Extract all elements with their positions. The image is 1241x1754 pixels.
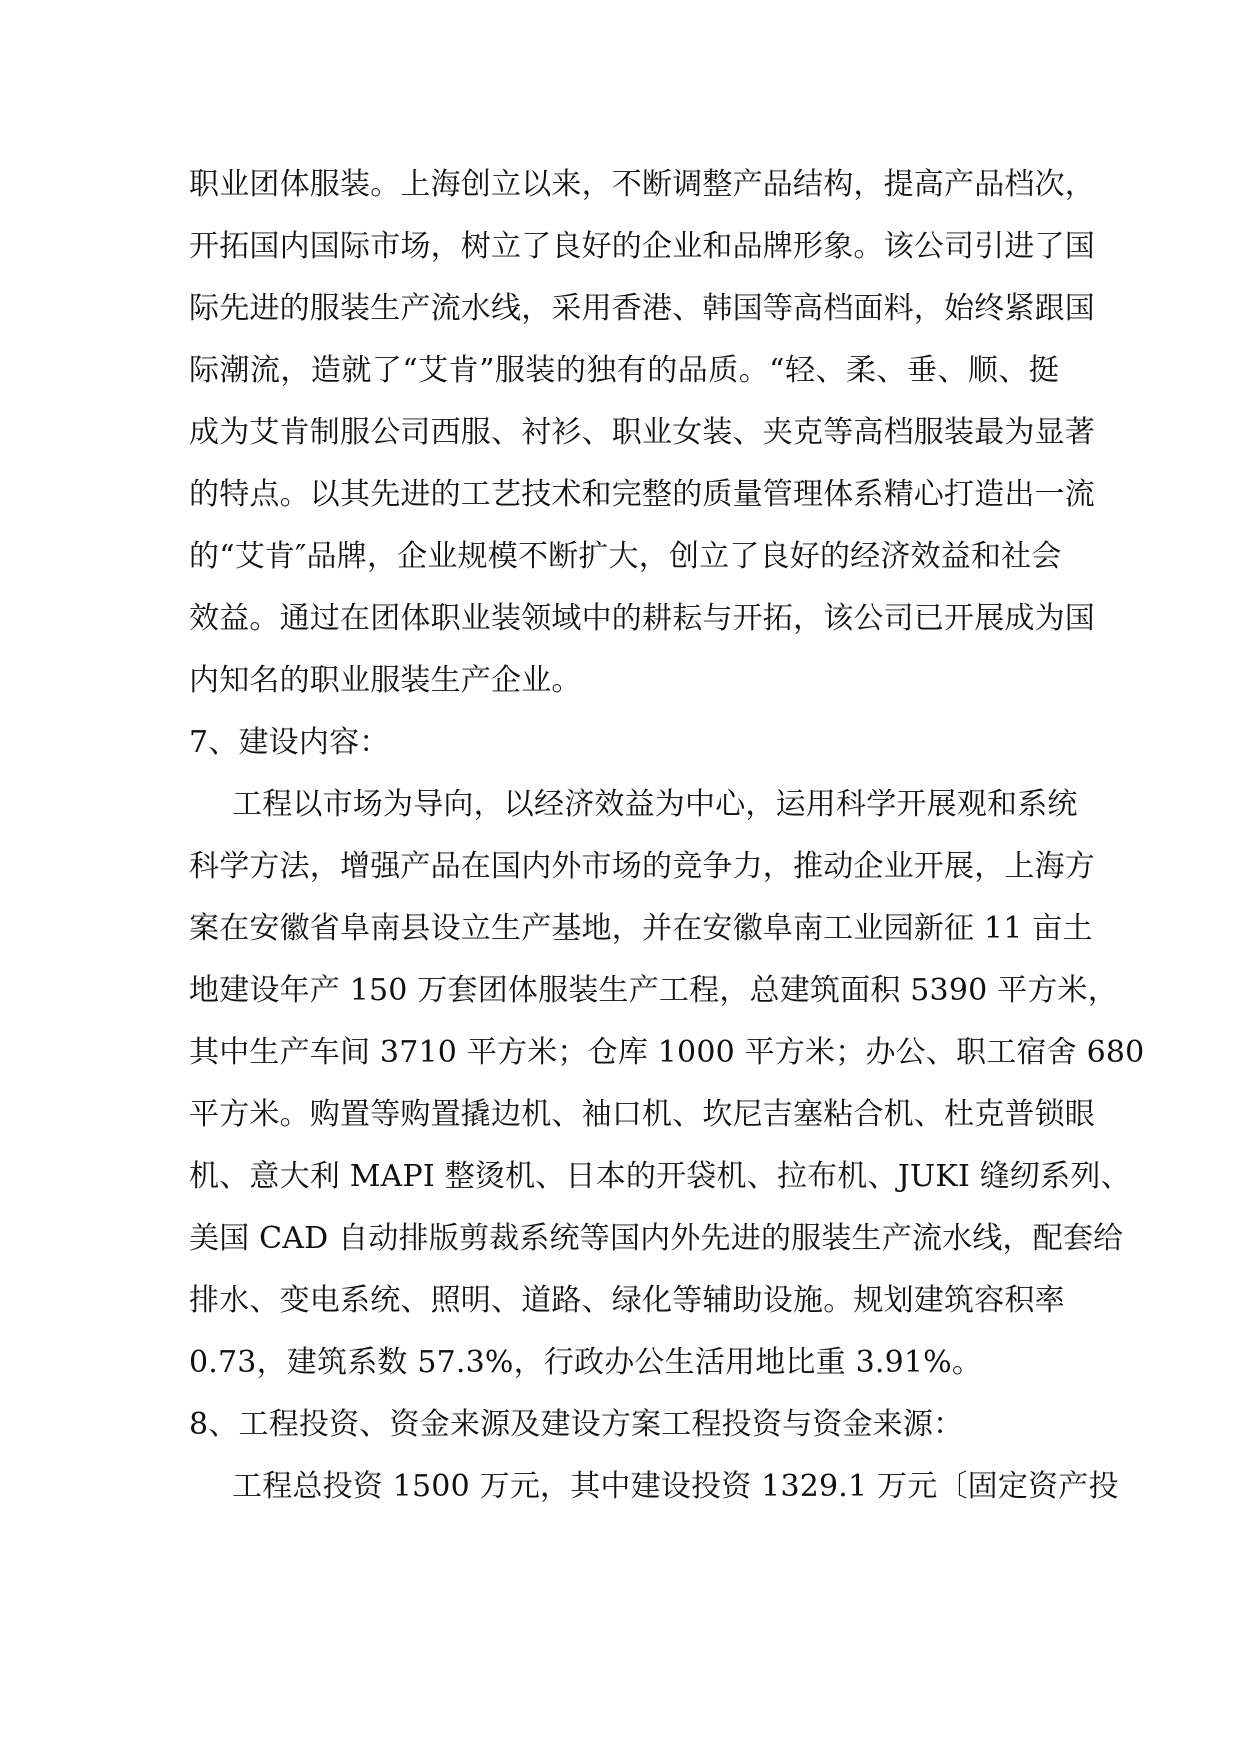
paragraph-line: 机、意大利 MAPI 整烫机、日本的开袋机、拉布机、JUKI 缝纫系列、 [189, 1159, 1131, 1194]
paragraph-line: 的“艾肯″品牌，企业规模不断扩大，创立了良好的经济效益和社会 [189, 539, 1062, 574]
paragraph-line: 其中生产车间 3710 平方米；仓库 1000 平方米；办公、职工宿舍 680 [189, 1035, 1145, 1070]
paragraph-line: 际先进的服装生产流水线，采用香港、韩国等高档面料，始终紧跟国 [189, 291, 1095, 326]
paragraph-line: 案在安徽省阜南县设立生产基地，并在安徽阜南工业园新征 11 亩土 [189, 911, 1093, 946]
paragraph-line: 美国 CAD 自动排版剪裁系统等国内外先进的服装生产流水线，配套给 [189, 1221, 1124, 1256]
paragraph-line: 效益。通过在团体职业装领域中的耕耘与开拓，该公司已开展成为国 [189, 601, 1095, 636]
paragraph-line: 地建设年产 150 万套团体服装生产工程，总建筑面积 5390 平方米， [189, 973, 1118, 1008]
paragraph-line: 0.73，建筑系数 57.3%，行政办公生活用地比重 3.91%。 [189, 1345, 983, 1380]
section-heading: 8、工程投资、资金来源及建设方案工程投资与资金来源： [189, 1407, 964, 1442]
paragraph-line: 职业团体服装。上海创立以来，不断调整产品结构，提高产品档次， [189, 167, 1095, 202]
paragraph-line: 开拓国内国际市场，树立了良好的企业和品牌形象。该公司引进了国 [189, 229, 1095, 264]
paragraph-line: 成为艾肯制服公司西服、衬衫、职业女装、夹克等高档服装最为显著 [189, 415, 1095, 450]
paragraph-line: 工程总投资 1500 万元，其中建设投资 1329.1 万元〔固定资产投 [232, 1469, 1119, 1504]
paragraph-line: 科学方法，增强产品在国内外市场的竞争力，推动企业开展，上海方 [189, 849, 1095, 884]
paragraph-line: 的特点。以其先进的工艺技术和完整的质量管理体系精心打造出一流 [189, 477, 1095, 512]
paragraph-line: 排水、变电系统、照明、道路、绿化等辅助设施。规划建筑容积率 [189, 1283, 1065, 1318]
paragraph-line: 工程以市场为导向，以经济效益为中心，运用科学开展观和系统 [232, 787, 1078, 822]
paragraph-line: 际潮流，造就了“艾肯”服装的独有的品质。“轻、柔、垂、顺、挺 [189, 353, 1059, 388]
paragraph-line: 平方米。购置等购置撬边机、袖口机、坎尼吉塞粘合机、杜克普锁眼 [189, 1097, 1095, 1132]
paragraph-line: 内知名的职业服装生产企业。 [189, 663, 582, 698]
section-heading: 7、建设内容： [189, 725, 390, 760]
